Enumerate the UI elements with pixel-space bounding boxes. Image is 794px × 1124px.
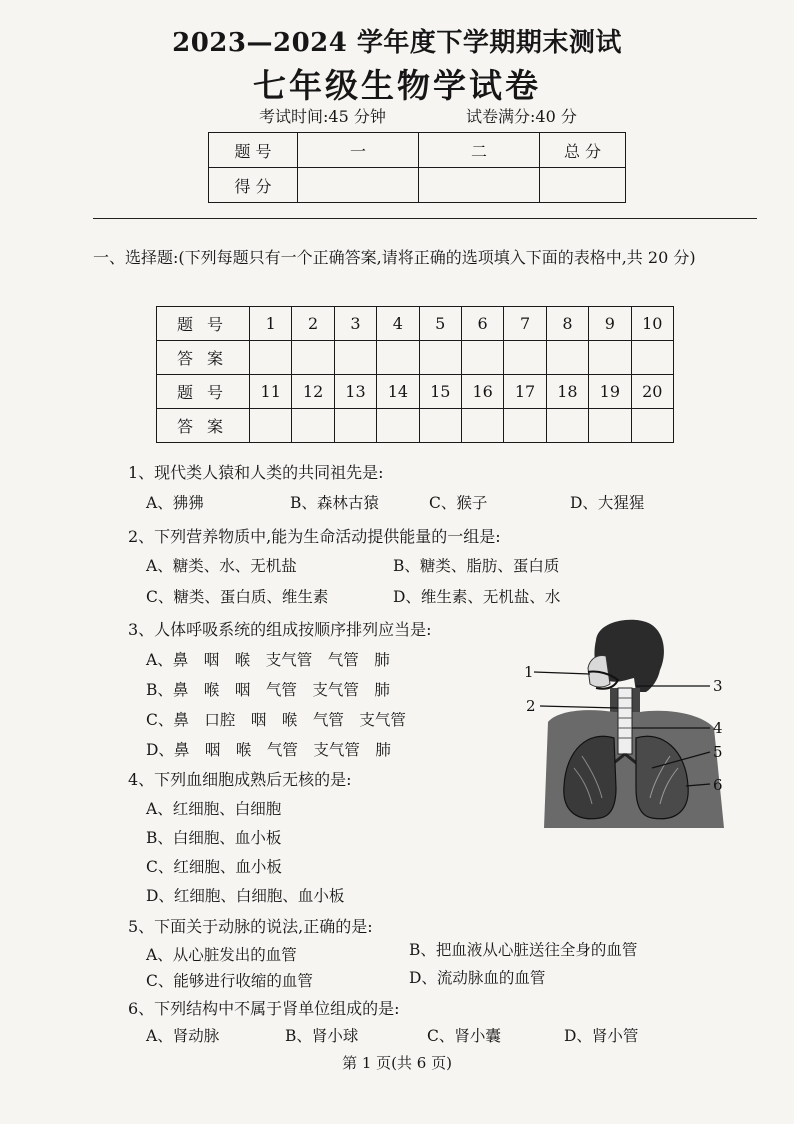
option-b: B、白细胞、血小板 xyxy=(146,829,282,847)
answer-number-cell: 1 xyxy=(250,307,292,341)
diagram-label-3: 3 xyxy=(713,677,723,695)
full-score: 试卷满分:40 分 xyxy=(466,107,577,126)
answer-number-label: 题号 xyxy=(157,375,250,409)
answer-blank-cell[interactable] xyxy=(631,409,673,443)
respiratory-system-diagram xyxy=(518,618,750,836)
answer-number-cell: 4 xyxy=(377,307,419,341)
answer-number-cell: 9 xyxy=(589,307,631,341)
option-d: D、维生素、无机盐、水 xyxy=(393,588,561,606)
answer-blank-cell[interactable] xyxy=(546,341,588,375)
answer-blank-cell[interactable] xyxy=(546,409,588,443)
answer-answer-label: 答案 xyxy=(157,409,250,443)
diagram-label-6: 6 xyxy=(713,776,723,794)
divider-line xyxy=(93,218,757,219)
option-a: A、从心脏发出的血管 xyxy=(146,946,297,964)
option-b: B、把血液从心脏送往全身的血管 xyxy=(409,941,638,959)
answer-number-cell: 11 xyxy=(250,375,292,409)
diagram-label-1: 1 xyxy=(524,663,534,681)
answer-number-cell: 3 xyxy=(334,307,376,341)
table-row xyxy=(157,375,674,409)
answer-blank-cell[interactable] xyxy=(589,409,631,443)
answer-number-cell: 13 xyxy=(334,375,376,409)
score-header-cell: 题 号 xyxy=(209,133,298,168)
option-d: D、鼻 咽 喉 气管 支气管 肺 xyxy=(146,741,391,759)
option-a: A、肾动脉 xyxy=(146,1027,220,1045)
table-row xyxy=(209,168,626,203)
question-stem: 4、下列血细胞成熟后无核的是: xyxy=(128,770,352,789)
option-c: C、红细胞、血小板 xyxy=(146,858,282,876)
answer-blank-cell[interactable] xyxy=(292,409,334,443)
answer-number-cell: 7 xyxy=(504,307,546,341)
answer-number-cell: 16 xyxy=(461,375,503,409)
option-a: A、鼻 咽 喉 支气管 气管 肺 xyxy=(146,651,390,669)
answer-number-label: 题号 xyxy=(157,307,250,341)
table-row xyxy=(209,133,626,168)
answer-blank-cell[interactable] xyxy=(504,409,546,443)
option-a: A、糖类、水、无机盐 xyxy=(146,557,297,575)
answer-answer-label: 答案 xyxy=(157,341,250,375)
score-header-cell: 二 xyxy=(419,133,540,168)
score-header-cell: 总 分 xyxy=(540,133,626,168)
option-c: C、猴子 xyxy=(429,494,488,512)
answer-number-cell: 6 xyxy=(461,307,503,341)
option-a: A、狒狒 xyxy=(146,494,204,512)
table-row xyxy=(157,341,674,375)
score-label-cell: 得 分 xyxy=(209,168,298,203)
answer-number-cell: 19 xyxy=(589,375,631,409)
option-c: C、鼻 口腔 咽 喉 气管 支气管 xyxy=(146,711,406,729)
answer-blank-cell[interactable] xyxy=(419,409,461,443)
table-row xyxy=(157,409,674,443)
exam-time: 考试时间:45 分钟 xyxy=(259,107,386,126)
score-blank-cell[interactable] xyxy=(298,168,419,203)
option-b: B、肾小球 xyxy=(285,1027,359,1045)
table-row xyxy=(157,307,674,341)
page-footer: 第 1 页(共 6 页) xyxy=(342,1054,452,1072)
option-d: D、肾小管 xyxy=(564,1027,639,1045)
exam-title: 2023—2024 学年度下学期期末测试 xyxy=(172,28,622,58)
answer-blank-cell[interactable] xyxy=(250,409,292,443)
answer-number-cell: 5 xyxy=(419,307,461,341)
answer-number-cell: 10 xyxy=(631,307,673,341)
diagram-label-2: 2 xyxy=(526,697,536,715)
answer-number-cell: 17 xyxy=(504,375,546,409)
answer-blank-cell[interactable] xyxy=(377,409,419,443)
answer-blank-cell[interactable] xyxy=(631,341,673,375)
answer-number-cell: 15 xyxy=(419,375,461,409)
score-header-cell: 一 xyxy=(298,133,419,168)
option-b: B、糖类、脂肪、蛋白质 xyxy=(393,557,560,575)
answer-blank-cell[interactable] xyxy=(292,341,334,375)
option-c: C、糖类、蛋白质、维生素 xyxy=(146,588,329,606)
answer-blank-cell[interactable] xyxy=(461,341,503,375)
answer-blank-cell[interactable] xyxy=(250,341,292,375)
answer-blank-cell[interactable] xyxy=(334,341,376,375)
answer-blank-cell[interactable] xyxy=(589,341,631,375)
diagram-label-4: 4 xyxy=(713,719,723,737)
answer-blank-cell[interactable] xyxy=(504,341,546,375)
option-d: D、红细胞、白细胞、血小板 xyxy=(146,887,345,905)
option-b: B、鼻 喉 咽 气管 支气管 肺 xyxy=(146,681,390,699)
answer-number-cell: 14 xyxy=(377,375,419,409)
option-d: D、流动脉血的血管 xyxy=(409,969,546,987)
answer-number-cell: 8 xyxy=(546,307,588,341)
section-heading: 一、选择题:(下列每题只有一个正确答案,请将正确的选项填入下面的表格中,共 20 分) xyxy=(93,248,696,267)
leader-line-1 xyxy=(534,672,590,674)
option-c: C、肾小囊 xyxy=(427,1027,501,1045)
option-c: C、能够进行收缩的血管 xyxy=(146,972,313,990)
answer-blank-cell[interactable] xyxy=(419,341,461,375)
option-d: D、大猩猩 xyxy=(570,494,645,512)
score-blank-cell[interactable] xyxy=(540,168,626,203)
question-stem: 1、现代类人猿和人类的共同祖先是: xyxy=(128,463,384,482)
diagram-label-5: 5 xyxy=(713,743,723,761)
option-b: B、森林古猿 xyxy=(290,494,379,512)
score-table xyxy=(208,132,626,203)
answer-blank-cell[interactable] xyxy=(377,341,419,375)
question-stem: 5、下面关于动脉的说法,正确的是: xyxy=(128,917,373,936)
exam-subtitle: 七年级生物学试卷 xyxy=(253,66,541,105)
answer-number-cell: 18 xyxy=(546,375,588,409)
answer-number-cell: 12 xyxy=(292,375,334,409)
answer-blank-cell[interactable] xyxy=(461,409,503,443)
answer-number-cell: 20 xyxy=(631,375,673,409)
answer-number-cell: 2 xyxy=(292,307,334,341)
answer-table xyxy=(156,306,674,443)
question-stem: 2、下列营养物质中,能为生命活动提供能量的一组是: xyxy=(128,527,501,546)
answer-blank-cell[interactable] xyxy=(334,409,376,443)
option-a: A、红细胞、白细胞 xyxy=(146,800,282,818)
question-stem: 3、人体呼吸系统的组成按顺序排列应当是: xyxy=(128,620,432,639)
leader-line-2 xyxy=(540,706,618,708)
score-blank-cell[interactable] xyxy=(419,168,540,203)
question-stem: 6、下列结构中不属于肾单位组成的是: xyxy=(128,999,400,1018)
